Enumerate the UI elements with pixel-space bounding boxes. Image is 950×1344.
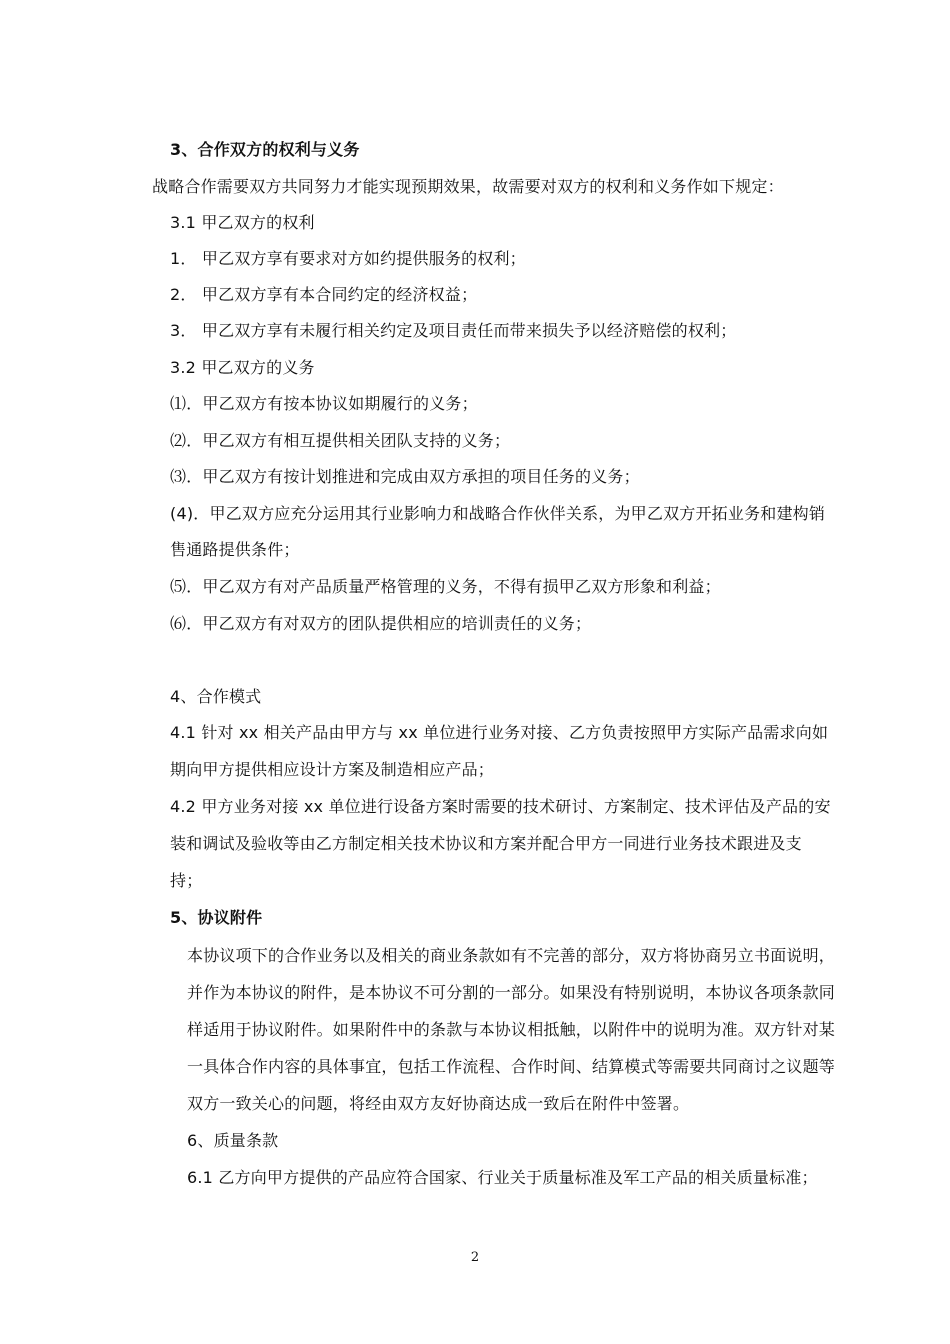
section-4-line: 4.2 甲方业务对接 xx 单位进行设备方案时需要的技术研讨、方案制定、技术评估及产品的安	[170, 797, 831, 816]
section-4-line: 4.1 针对 xx 相关产品由甲方与 xx 单位进行业务对接、乙方负责按照甲方实际产品需求向如	[170, 723, 829, 742]
rights-item: 2． 甲乙双方享有本合同约定的经济权益；	[170, 285, 478, 304]
section-6-heading: 6、质量条款	[187, 1131, 279, 1150]
rights-item: 3． 甲乙双方享有未履行相关约定及项目责任而带来损失予以经济赔偿的权利；	[170, 321, 737, 340]
duties-item-continued: 售通路提供条件；	[170, 540, 300, 559]
section-3-heading: 3、合作双方的权利与义务	[170, 140, 360, 159]
duties-item: ⑴．甲乙双方有按本协议如期履行的义务；	[170, 394, 478, 413]
section-5-heading: 5、协议附件	[170, 908, 263, 927]
duties-item: ⑶．甲乙双方有按计划推进和完成由双方承担的项目任务的义务；	[170, 467, 640, 486]
rights-heading: 3.1 甲乙双方的权利	[170, 213, 315, 232]
section-5-line: 一具体合作内容的具体事宜，包括工作流程、合作时间、结算模式等需要共同商讨之议题等	[187, 1057, 836, 1076]
section-5-line: 并作为本协议的附件，是本协议不可分割的一部分。如果没有特别说明，本协议各项条款同	[187, 983, 836, 1002]
section-6-line: 6.1 乙方向甲方提供的产品应符合国家、行业关于质量标准及军工产品的相关质量标准；	[187, 1168, 818, 1187]
section-3-intro: 战略合作需要双方共同努力才能实现预期效果，故需要对双方的权利和义务作如下规定：	[152, 177, 784, 196]
duties-item: (4)．甲乙双方应充分运用其行业影响力和战略合作伙伴关系，为甲乙双方开拓业务和建构销	[170, 504, 826, 523]
duties-item: ⑸．甲乙双方有对产品质量严格管理的义务，不得有损甲乙双方形象和利益；	[170, 577, 721, 596]
duties-heading: 3.2 甲乙双方的义务	[170, 358, 315, 377]
duties-item: ⑵．甲乙双方有相互提供相关团队支持的义务；	[170, 431, 511, 450]
section-4-line: 持；	[170, 871, 203, 890]
page-number: 2	[470, 1250, 480, 1265]
section-4-heading: 4、合作模式	[170, 687, 262, 706]
section-5-line: 本协议项下的合作业务以及相关的商业条款如有不完善的部分，双方将协商另立书面说明，	[187, 946, 836, 965]
rights-item: 1． 甲乙双方享有要求对方如约提供服务的权利；	[170, 249, 526, 268]
section-4-line: 装和调试及验收等由乙方制定相关技术协议和方案并配合甲方一同进行业务技术跟进及支	[170, 834, 802, 853]
section-5-line: 双方一致关心的问题，将经由双方友好协商达成一致后在附件中签署。	[187, 1094, 690, 1113]
section-5-line: 样适用于协议附件。如果附件中的条款与本协议相抵触，以附件中的说明为准。双方针对某	[187, 1020, 836, 1039]
duties-item: ⑹．甲乙双方有对双方的团队提供相应的培训责任的义务；	[170, 614, 592, 633]
section-4-line: 期向甲方提供相应设计方案及制造相应产品；	[170, 760, 495, 779]
